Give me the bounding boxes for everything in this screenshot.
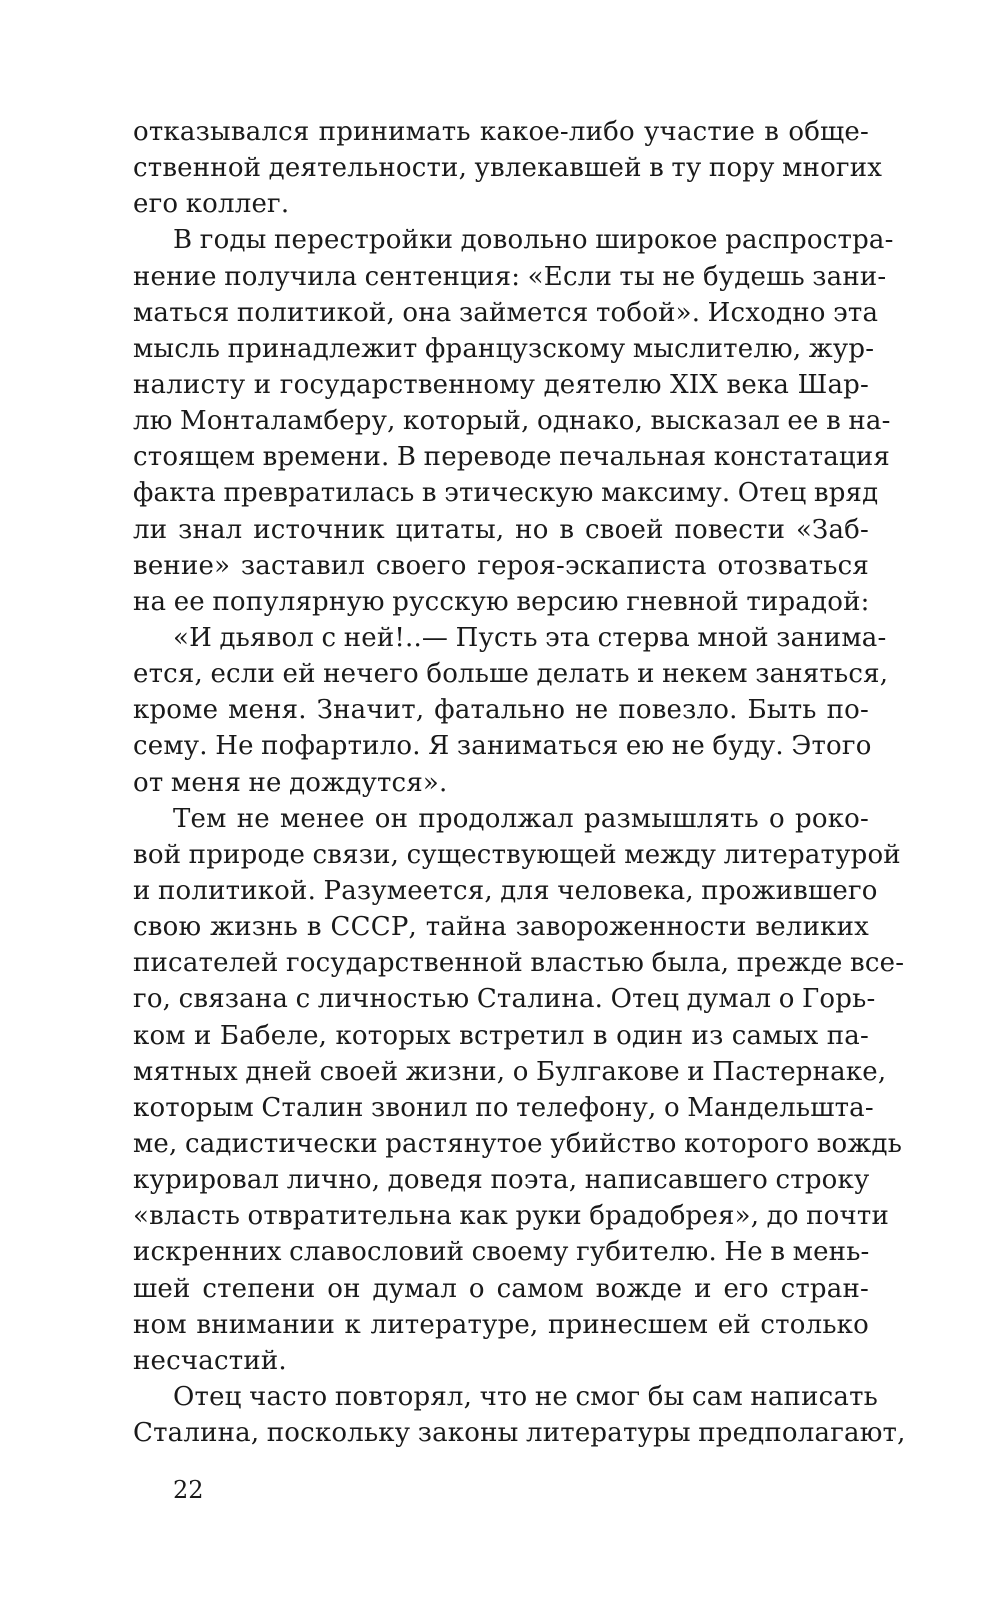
paragraph xyxy=(133,620,889,801)
text-line: Тем не менее он продолжал размышлять о роко- xyxy=(173,803,869,834)
text-line: писателей государственной властью была, прежде все- xyxy=(133,948,905,979)
text-line: «власть отвратительна как руки брадобрея», до почти xyxy=(133,1201,890,1232)
text-line: которым Сталин звонил по телефону, о Мандельшта- xyxy=(133,1092,874,1123)
text-line: ком и Бабеле, которых встретил в один из самых па- xyxy=(133,1020,869,1051)
text-line: вой природе связи, существующей между литературой xyxy=(133,839,901,870)
paragraph xyxy=(133,1379,906,1451)
text-line: ли знал источник цитаты, но в своей повести «Заб- xyxy=(133,514,869,545)
text-line: стоящем времени. В переводе печальная констатация xyxy=(133,442,890,473)
paragraph xyxy=(133,222,894,620)
text-line: кроме меня. Значит, фатально не повезло. Быть по- xyxy=(133,695,869,726)
text-line: В годы перестройки довольно широкое распростра- xyxy=(173,225,894,256)
text-line: мятных дней своей жизни, о Булгакове и Пастернаке, xyxy=(133,1056,887,1087)
text-line: отказывался принимать какое-либо участие в обще- xyxy=(133,117,869,147)
text-line: ственной деятельности, увлекавшей в ту пору многих xyxy=(133,153,883,184)
text-line: от меня не дождутся». xyxy=(133,767,448,798)
text-line: «И дьявол с ней!..— Пусть эта стерва мной занима- xyxy=(173,622,887,653)
text-line: налисту и государственному деятелю XIX века Шар- xyxy=(133,369,869,400)
page-number: 22 xyxy=(173,1476,204,1504)
text-line: ме, садистически растянутое убийство которого вождь xyxy=(133,1128,903,1159)
text-line: лю Монталамберу, который, однако, высказал ее в на- xyxy=(133,406,891,437)
text-line: мысль принадлежит французскому мыслителю, жур- xyxy=(133,333,875,364)
text-line: сему. Не пофартило. Я заниматься ею не буду. Этого xyxy=(133,731,872,762)
text-line: ется, если ей нечего больше делать и некем заняться, xyxy=(133,659,889,690)
page-text-block xyxy=(133,114,906,1451)
text-line: Отец часто повторял, что не смог бы сам написать xyxy=(173,1381,879,1412)
text-line: вение» заставил своего героя-эскаписта отозваться xyxy=(133,550,869,581)
paragraph xyxy=(133,801,905,1379)
text-line: факта превратилась в этическую максиму. Отец вряд xyxy=(133,478,879,509)
text-line: Сталина, поскольку законы литературы предполагают, xyxy=(133,1418,906,1449)
text-line: го, связана с личностью Сталина. Отец думал о Горь- xyxy=(133,984,876,1015)
text-line: искренних славословий своему губителю. Не в мень- xyxy=(133,1237,870,1268)
text-line: ном внимании к литературе, принесшем ей столько xyxy=(133,1309,869,1340)
paragraph xyxy=(133,114,883,222)
text-line: несчастий. xyxy=(133,1345,287,1376)
text-line: и политикой. Разумеется, для человека, прожившего xyxy=(133,875,878,906)
text-line: на ее популярную русскую версию гневной тирадой: xyxy=(133,586,870,617)
text-line: маться политикой, она займется тобой». Исходно эта xyxy=(133,297,879,328)
text-line: нение получила сентенция: «Если ты не будешь зани- xyxy=(133,261,887,292)
text-line: его коллег. xyxy=(133,189,290,220)
text-line: курировал лично, доведя поэта, написавшего строку xyxy=(133,1165,870,1196)
text-line: свою жизнь в СССР, тайна завороженности великих xyxy=(133,912,869,943)
text-line: шей степени он думал о самом вожде и его стран- xyxy=(133,1273,869,1304)
